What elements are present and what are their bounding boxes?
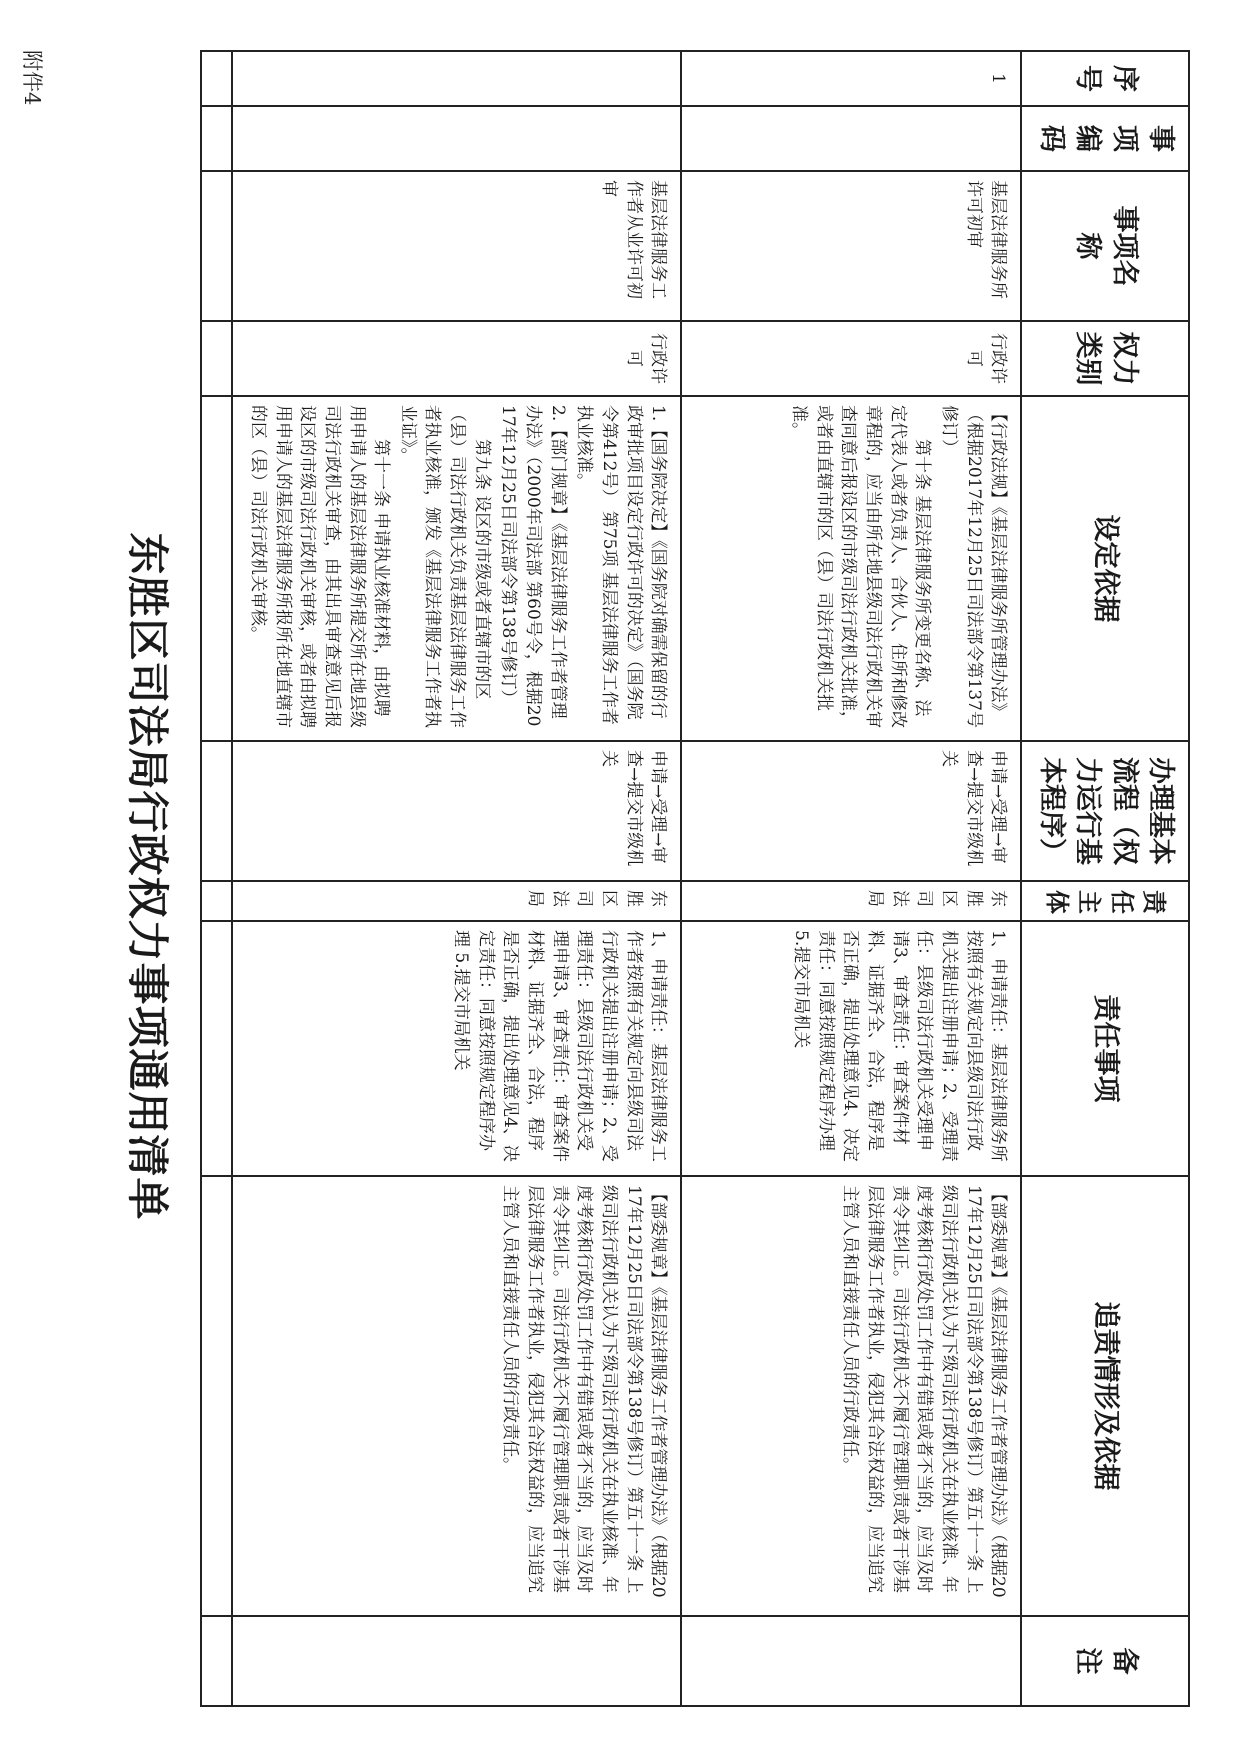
header-subject: 责 任 主 体 <box>1021 881 1189 921</box>
table-header-row <box>1021 51 1189 1706</box>
cell-accountability: 【部委规章】《基层法律服务工作者管理办法》（根据2017年12月25日司法部令第138号修订）第五十一条 上级司法行政机关认为下级司法行政机关在执业核准、年度考核和行政处罚工作中有错误或者不当的，应当及时责令其纠正。司法行政机关不履行管理职责或者干涉基层法律服务工作者执业，侵犯其合法权益的，应当追究主管人员和直接责任人员的行政责任。 <box>681 1176 1021 1616</box>
cell-duty: 1、申请责任：基层法律服务所按照有关规定向县级司法行政机关提出注册申请；2、受理责任：县级司法行政机关受理申请3、审查责任：审查案件材料、证据齐全、合法，程序是否正确，提出处理意见4、决定责任：同意按照规定程序办理 5.提交市局机关 <box>681 921 1021 1176</box>
cell-remark <box>681 1616 1021 1706</box>
header-process: 办理基本 流程（权 力运行基 本程序） <box>1021 741 1189 881</box>
basis-paragraph: 2.【部门规章】《基层法律服务工作者管理办法》（2000年司法部 第60号令，根据2017年12月25日司法部令第138号修订） <box>498 405 568 727</box>
cell-name: 基层法律服务工作者从业许可初审 <box>232 171 681 321</box>
cell-process: 申请→受理→审查→提交市级机关 <box>232 741 681 881</box>
basis-paragraph: 第十条 基层法律服务所变更名称、法定代表人或者负责人、合伙人、住所和修改章程的，应当由所在地县级司法行政机关审查同意后报设区的市级司法行政机关批准，或者由直辖市的区（县）司法行政机关批准。 <box>789 405 933 728</box>
cell-code <box>201 106 232 171</box>
cell-name <box>201 171 232 321</box>
attachment-label: 附件4 <box>20 50 44 106</box>
header-seq: 序 号 <box>1021 51 1189 106</box>
page-title: 东胜区司法局行政权力事项通用清单 <box>123 532 172 1221</box>
cell-category <box>201 321 232 396</box>
header-code: 事项 编码 <box>1021 106 1189 171</box>
basis-paragraph: 第九条 设区的市级或者直辖市的区（县）司法行政机关负责基层法律服务工作者执业核准，颁发《基层法律服务工作者执业证》。 <box>397 405 492 728</box>
cell-subject <box>201 881 232 921</box>
cell-seq <box>232 51 681 106</box>
power-items-table <box>200 50 1190 1707</box>
table-row <box>232 51 681 1706</box>
basis-paragraph: 第十一条 申请执业核准材料，由拟聘用申请人的基层法律服务所提交所在地县级司法行政机关审查，由其出具审查意见后报设区的市级司法行政机关审核，或者由拟聘用申请人的基层法律服务所报所在地直辖市的区（县）司法行政机关审核。 <box>248 405 392 728</box>
cell-process: 申请→受理→审查→提交市级机关 <box>681 741 1021 881</box>
cell-subject: 东胜区司法局 <box>681 881 1021 921</box>
cell-code <box>681 106 1021 171</box>
cell-category: 行政许可 <box>232 321 681 396</box>
basis-paragraph: 【行政法规】《基层法律服务所管理办法》（根据2017年12月25日司法部令第137号修订） <box>938 405 1009 728</box>
cell-code <box>232 106 681 171</box>
header-name: 事项名 称 <box>1021 171 1189 321</box>
cell-seq <box>201 51 232 106</box>
cell-basis <box>232 396 681 741</box>
cell-accountability <box>201 1176 232 1616</box>
cell-remark <box>201 1616 232 1706</box>
header-basis: 设定依据 <box>1021 396 1189 741</box>
header-accountability: 追责情形及依据 <box>1021 1176 1189 1616</box>
cell-category: 行政许可 <box>681 321 1021 396</box>
basis-paragraph: 1.【国务院决定】《国务院对确需保留的行政审批项目设定行政许可的决定》（国务院令第412号） 第75项 基层法律服务工作者执业核准。 <box>574 405 669 725</box>
cell-subject: 东胜区司法局 <box>232 881 681 921</box>
header-category: 权力 类别 <box>1021 321 1189 396</box>
header-duty: 责任事项 <box>1021 921 1189 1176</box>
cell-process <box>201 741 232 881</box>
cell-duty: 1、申请责任：基层法律服务工作者按照有关规定向县级司法行政机关提出注册申请；2、受理责任：县级司法行政机关受理申请3、审查责任：审查案件材料、证据齐全、合法，程序是否正确，提出处理意见4、决定责任：同意按照规定程序办理 5.提交市局机关 <box>232 921 681 1176</box>
cell-basis <box>681 396 1021 741</box>
table-row <box>681 51 1021 1706</box>
cell-basis <box>201 396 232 741</box>
cell-accountability: 【部委规章】《基层法律服务工作者管理办法》（根据2017年12月25日司法部令第138号修订）第五十一条 上级司法行政机关认为下级司法行政机关在执业核准、年度考核和行政处罚工作中有错误或者不当的，应当及时责令其纠正。司法行政机关不履行管理职责或者干涉基层法律服务工作者执业，侵犯其合法权益的，应当追究主管人员和直接责任人员的行政责任。 <box>232 1176 681 1616</box>
header-remark: 备 注 <box>1021 1616 1189 1706</box>
table-row <box>201 51 232 1706</box>
cell-name: 基层法律服务所许可初审 <box>681 171 1021 321</box>
cell-remark <box>232 1616 681 1706</box>
cell-duty <box>201 921 232 1176</box>
cell-seq: 1 <box>681 51 1021 106</box>
